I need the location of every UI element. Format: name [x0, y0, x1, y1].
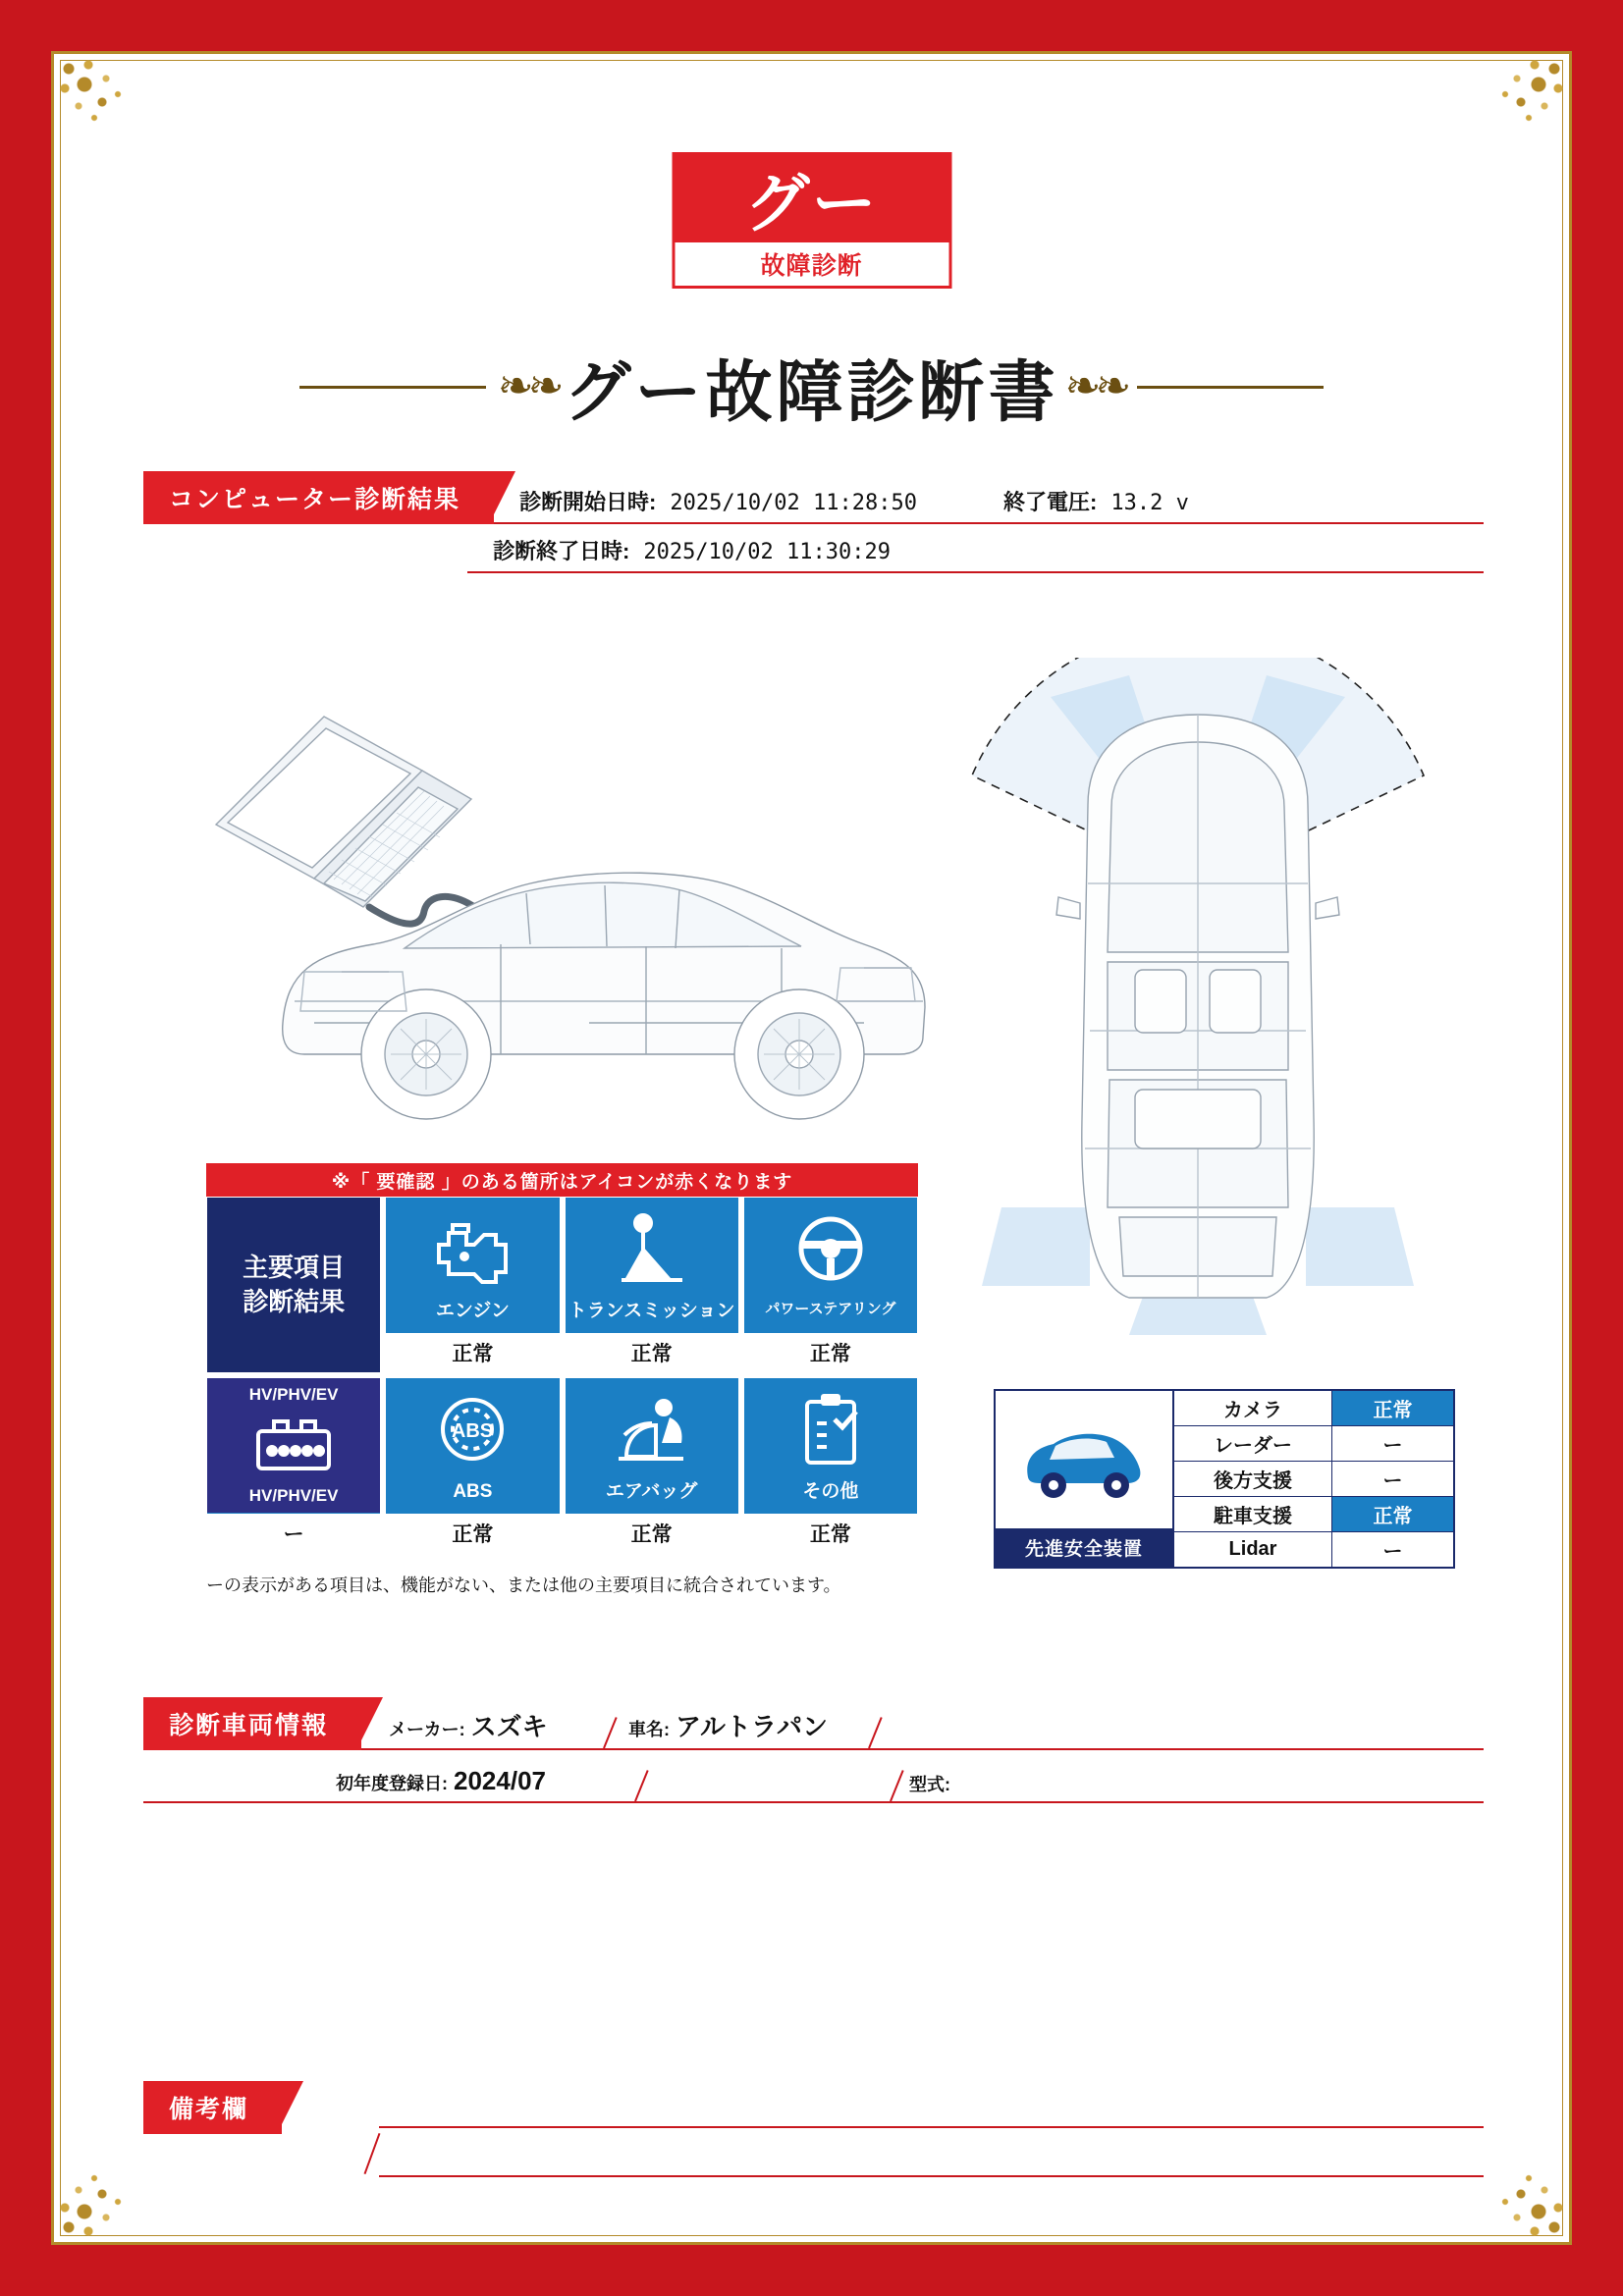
main-items-grid: [206, 1197, 918, 1554]
brand-logo: [672, 152, 951, 289]
car-name-label: 車名:: [628, 1720, 671, 1739]
remarks-divider: [364, 2133, 381, 2174]
diagnosis-finish-label: 診断終了日時:: [493, 539, 630, 563]
adas-section-label: 先進安全装置: [996, 1528, 1172, 1567]
car-name-value: アルトラパン: [676, 1712, 828, 1741]
adas-row-parking-support-value: 正常: [1332, 1497, 1453, 1531]
field-divider: [868, 1717, 883, 1748]
adas-row-rear-support-value: ー: [1382, 1470, 1403, 1492]
remarks-value: [389, 2130, 1474, 2173]
transmission-icon: [614, 1198, 690, 1300]
item-power-steering: [743, 1197, 918, 1373]
adas-table: [994, 1389, 1455, 1569]
adas-label-cell: [996, 1391, 1174, 1567]
adas-row-parking-support: [1174, 1497, 1453, 1532]
adas-row-rear-support-label: 後方支援: [1174, 1462, 1332, 1496]
end-voltage-label: 終了電圧:: [1003, 490, 1098, 514]
flourish-left-icon: ❧❧: [497, 362, 559, 410]
adas-row-lidar-label: Lidar: [1174, 1532, 1332, 1567]
vehicle-info-rule-2: [143, 1801, 1484, 1803]
abs-icon: [429, 1378, 515, 1480]
adas-illustration-top: [943, 658, 1453, 1345]
logo-mark-text: グー: [744, 165, 879, 241]
item-engine-label: エンジン: [435, 1301, 510, 1321]
item-power-steering-label: パワーステアリング: [765, 1301, 896, 1317]
item-transmission-label: トランスミッション: [568, 1301, 735, 1321]
first-registration-value: 2024/07: [454, 1766, 546, 1795]
adas-row-rear-support: [1174, 1462, 1453, 1497]
item-hv-header: HV/PHV/EV: [248, 1385, 339, 1404]
item-hv-phv-ev: [206, 1377, 381, 1554]
adas-row-camera-label: カメラ: [1174, 1391, 1332, 1425]
logo-subtitle-text: 故障診断: [760, 252, 863, 280]
section-label-vehicle-info: 診断車両情報: [143, 1697, 361, 1750]
svg-text:ABS: ABS: [452, 1420, 494, 1442]
model-field: [909, 1771, 956, 1796]
item-abs-status: 正常: [386, 1513, 559, 1553]
maker-field: [389, 1707, 548, 1743]
field-divider: [890, 1770, 904, 1801]
item-hv-label: HV/PHV/EV: [248, 1485, 339, 1505]
diagnosis-start-rule: [494, 522, 1484, 524]
engine-icon: [425, 1198, 519, 1300]
diagnosis-finish-row: [467, 530, 1484, 573]
page-title-row: [59, 342, 1564, 432]
item-transmission: [565, 1197, 739, 1373]
section-label-remarks: 備考欄: [143, 2081, 282, 2134]
car-name-field: [628, 1707, 828, 1743]
title-rule-left: [299, 386, 486, 389]
adas-rows: [1174, 1391, 1453, 1567]
adas-row-radar-label: レーダー: [1174, 1426, 1332, 1461]
title-rule-right: [1137, 386, 1324, 389]
item-hv-status: ー: [207, 1513, 380, 1553]
main-items-note: ーの表示がある項目は、機能がない、または他の主要項目に統合されています。: [206, 1575, 841, 1595]
battery-icon: [248, 1409, 339, 1485]
item-other-status: 正常: [744, 1513, 917, 1553]
remarks-rule-2: [379, 2175, 1484, 2177]
item-engine-status: 正常: [386, 1332, 559, 1372]
adas-row-lidar-value: ー: [1382, 1541, 1403, 1563]
diagnosis-finish-rule: [467, 571, 1484, 573]
remarks-section: [143, 2081, 1484, 2134]
logo-mark: [672, 152, 951, 242]
logo-subtitle: [672, 242, 951, 289]
page-title: グー故障診断書: [564, 353, 1059, 432]
item-airbag-status: 正常: [566, 1513, 738, 1553]
adas-row-camera-value: 正常: [1332, 1391, 1453, 1425]
computer-diagnosis-header: [143, 471, 1484, 573]
maker-label: メーカー:: [389, 1720, 465, 1739]
maker-value: スズキ: [470, 1712, 548, 1741]
end-voltage-value: 13.2 v: [1110, 491, 1189, 515]
item-power-steering-status: 正常: [744, 1332, 917, 1372]
vehicle-info-rule-1: [361, 1748, 1484, 1750]
icon-color-notice: ※「 要確認 」のある箇所はアイコンが赤くなります: [206, 1163, 918, 1197]
main-items-header-line1: 主要項目: [243, 1252, 346, 1282]
clipboard-icon: [795, 1378, 866, 1480]
diagnosis-start-label: 診断開始日時:: [519, 490, 657, 514]
adas-car-icon: [996, 1391, 1172, 1528]
diagnosis-start-row: [494, 481, 1484, 524]
diagnostic-illustration-side: [177, 677, 943, 1139]
item-abs-label: ABS: [453, 1481, 493, 1502]
adas-row-camera: [1174, 1391, 1453, 1426]
field-divider: [634, 1770, 649, 1801]
document-page: [59, 59, 1564, 2237]
item-airbag-label: エアバッグ: [605, 1481, 698, 1502]
main-items-header-line2: 診断結果: [243, 1287, 346, 1316]
item-abs: [385, 1377, 560, 1554]
adas-row-lidar: [1174, 1532, 1453, 1567]
diagnosis-start-value: 2025/10/02 11:28:50: [670, 491, 918, 515]
field-divider: [603, 1717, 618, 1748]
airbag-icon: [607, 1378, 697, 1480]
steering-icon: [785, 1198, 876, 1300]
flourish-right-icon: ❧❧: [1064, 362, 1126, 410]
vehicle-info-section: [143, 1703, 1484, 1803]
adas-row-parking-support-label: 駐車支援: [1174, 1497, 1332, 1531]
item-transmission-status: 正常: [566, 1332, 738, 1372]
diagnosis-finish-value: 2025/10/02 11:30:29: [643, 540, 891, 564]
remarks-rule-1: [379, 2126, 1484, 2128]
item-other: [743, 1377, 918, 1554]
section-label-computer-diagnosis: コンピューター診断結果: [143, 471, 494, 524]
first-registration-label: 初年度登録日:: [336, 1774, 448, 1793]
item-other-label: その他: [802, 1481, 859, 1502]
model-label: 型式:: [909, 1775, 950, 1794]
first-registration-field: [336, 1766, 546, 1796]
adas-row-radar-value: ー: [1382, 1435, 1403, 1457]
item-engine: [385, 1197, 560, 1373]
adas-row-radar: [1174, 1426, 1453, 1462]
item-airbag: [565, 1377, 739, 1554]
main-items-header: [206, 1197, 381, 1373]
